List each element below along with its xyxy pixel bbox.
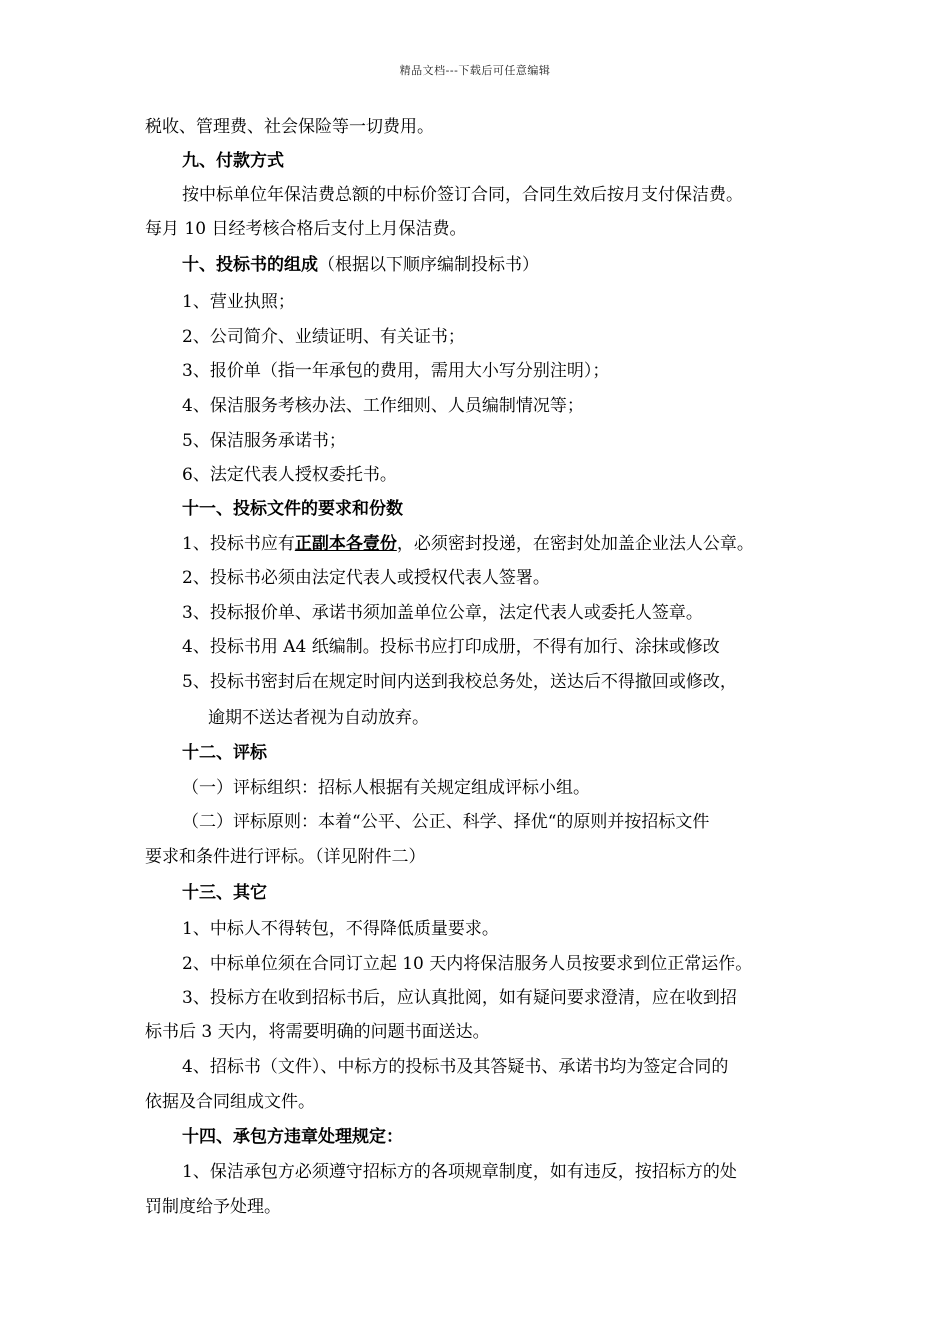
paragraph-line: 税收、管理费、社会保险等一切费用。 [145, 117, 434, 137]
list-item-continuation: 要求和条件进行评标。（详见附件二） [145, 847, 426, 867]
section-heading-10-note: （根据以下顺序编制投标书） [318, 255, 539, 275]
list-item: 2、投标书必须由法定代表人或授权代表人签署。 [182, 568, 550, 588]
page-header: 精品文档---下载后可任意编辑 [399, 64, 551, 77]
list-item: 1、保洁承包方必须遵守招标方的各项规章制度，如有违反，按招标方的处 [182, 1162, 737, 1182]
section-heading-10-title: 十、投标书的组成 [182, 255, 318, 275]
list-item: 3、报价单（指一年承包的费用，需用大小写分别注明）； [182, 361, 610, 381]
section-heading-14: 十四、承包方违章处理规定： [182, 1127, 403, 1147]
list-item: 2、中标单位须在合同订立起 10 天内将保洁服务人员按要求到位正常运作。 [182, 954, 753, 974]
emphasized-text: 正副本各壹份 [294, 534, 397, 554]
list-item-continuation: 依据及合同组成文件。 [145, 1092, 315, 1112]
list-item: 3、投标方在收到招标书后，应认真批阅，如有疑问要求澄清，应在收到招 [182, 988, 737, 1008]
list-item-continuation: 罚制度给予处理。 [145, 1197, 281, 1217]
section-heading-9: 九、付款方式 [182, 151, 284, 171]
list-item-text: ，必须密封投递，在密封处加盖企业法人公章。 [396, 534, 754, 554]
paragraph-line: 每月 10 日经考核合格后支付上月保洁费。 [145, 219, 467, 239]
list-item: 4、投标书用 A4 纸编制。投标书应打印成册，不得有加行、涂抹或修改 [182, 637, 720, 657]
list-item: 1、营业执照； [182, 292, 295, 312]
paragraph-line: 按中标单位年保洁费总额的中标价签订合同，合同生效后按月支付保洁费。 [182, 185, 743, 205]
list-item: 5、投标书密封后在规定时间内送到我校总务处，送达后不得撤回或修改， [182, 672, 737, 692]
list-item: 2、公司简介、业绩证明、有关证书； [182, 327, 465, 347]
list-item: 6、法定代表人授权委托书。 [182, 465, 397, 485]
list-item: 3、投标报价单、承诺书须加盖单位公章，法定代表人或委托人签章。 [182, 603, 703, 623]
list-item-continuation: 逾期不送达者视为自动放弃。 [208, 708, 429, 728]
list-item [182, 533, 840, 555]
list-item: （一）评标组织：招标人根据有关规定组成评标小组。 [182, 778, 590, 798]
list-item: 4、保洁服务考核办法、工作细则、人员编制情况等； [182, 396, 584, 416]
list-item-continuation: 标书后 3 天内，将需要明确的问题书面送达。 [145, 1022, 490, 1042]
list-item: 4、招标书（文件）、中标方的投标书及其答疑书、承诺书均为签定合同的 [182, 1057, 729, 1077]
section-heading-11: 十一、投标文件的要求和份数 [182, 499, 403, 519]
list-item: （二）评标原则：本着“公平、公正、科学、择优“的原则并按招标文件 [182, 812, 710, 832]
list-item: 5、保洁服务承诺书； [182, 431, 346, 451]
list-item: 1、中标人不得转包，不得降低质量要求。 [182, 919, 499, 939]
list-item-text: 1、投标书应有 [182, 534, 295, 554]
section-heading-13: 十三、其它 [182, 883, 267, 903]
section-heading-10 [182, 254, 840, 276]
section-heading-12: 十二、评标 [182, 743, 267, 763]
